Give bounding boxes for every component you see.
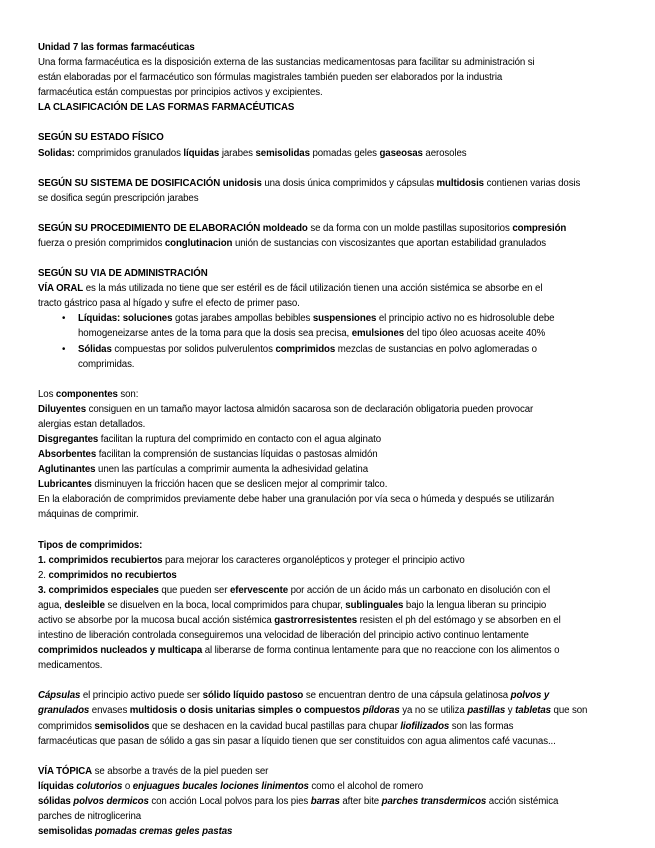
- capsulas-line-2: granulados envases multidosis o dosis unitarias simples o compuestos píldoras ya no se utiliza pastillas y tabletas que son: [38, 705, 588, 717]
- term-suspensiones: suspensiones: [312, 313, 377, 325]
- bullet-icon: •: [62, 343, 66, 355]
- bullet-icon: •: [62, 313, 66, 325]
- term-liquidas-topica: líquidas: [38, 780, 74, 792]
- term-soluciones: soluciones: [122, 313, 173, 325]
- term-no-recubiertos: comprimidos no recubiertos: [48, 569, 177, 581]
- term-solido-liquido-pastoso: sólido líquido pastoso: [202, 690, 304, 702]
- term-granulados: granulados: [38, 705, 90, 717]
- list-item-liquidas: • Líquidas: soluciones gotas jarabes ampollas bebibles suspensiones el principio activo no es hidrosoluble debe homogeneizarse antes de la toma para que la dosis sea precisa, emulsiones del tipo óleo acuosas aceite 40%: [62, 313, 555, 340]
- term-gaseosas: gaseosas: [379, 147, 423, 159]
- via-oral-line-2: tracto gástrico pasa al hígado y sufre el efecto de primer paso.: [38, 298, 300, 310]
- term-polvos-dermicos: polvos dermicos: [73, 795, 149, 807]
- term-capsulas: Cápsulas: [38, 690, 81, 702]
- intro-line-2: están elaboradas por el farmacéutico son fórmulas magistrales también pueden ser elaborados por la industria: [38, 72, 503, 84]
- topica-line-4: parches de nitroglicerina: [38, 811, 142, 823]
- term-emulsiones: emulsiones: [351, 328, 405, 340]
- term-semisolidos: semisolidos: [94, 720, 150, 732]
- topica-line-3: sólidas polvos dermicos con acción Local polvos para los pies barras after bite parches transdermicos acción sistémica: [38, 795, 559, 807]
- componentes-intro: Los componentes son:: [38, 388, 139, 400]
- term-gastrorresistentes: gastrorresistentes: [274, 615, 358, 626]
- diluyentes-line-2: alergias estan detallados.: [38, 418, 146, 430]
- oral-forms-list: [38, 311, 620, 371]
- term-polvos-y: polvos y: [510, 690, 550, 702]
- dosificacion-line-2: se dosifica según prescripción jarabes: [38, 192, 199, 204]
- tipo-3-line-4: intestino de liberación controlada conseguiremos una velocidad de liberación del principio activo continuo lentamente: [38, 630, 529, 642]
- term-multidosis-unitarias: multidosis o dosis unitarias simples o compuestos: [129, 705, 361, 717]
- topica-line-1: VÍA TÓPICA se absorbe a través de la piel pueden ser: [38, 765, 269, 777]
- intro-line-1: Una forma farmacéutica es la disposición externa de las sustancias medicamentosas para facilitar su administración si: [38, 57, 535, 69]
- tipo-3-line-1: 3. comprimidos especiales que pueden ser efervescente por acción de un ácido más un carbonato en disolución con el: [38, 584, 551, 596]
- term-pildoras: píldoras: [362, 705, 400, 717]
- term-absorbentes: Absorbentes: [38, 449, 97, 461]
- via-oral-line-1: VÍA ORAL es la más utilizada no tiene que ser estéril es de fácil utilización tienen una acción sistémica se absorbe en el: [38, 283, 543, 295]
- procedimiento-line-1: SEGÚN SU PROCEDIMIENTO DE ELABORACIÓN moldeado se da forma con un molde pastillas supositorios compresión: [38, 222, 567, 234]
- tipo-3-line-5: comprimidos nucleados y multicapa al liberarse de forma continua lentamente para que no reaccione con los alimentos o: [38, 645, 560, 657]
- tipo-1-line: 1. comprimidos recubiertos para mejorar los caracteres organolépticos y proteger el principio activo: [38, 554, 465, 566]
- term-barras: barras: [310, 795, 340, 807]
- term-via-topica: VÍA TÓPICA: [38, 765, 93, 777]
- tipo-3-line-2: agua, desleible se disuelven en la boca, local comprimidos para chupar, sublinguales bajo la lengua liberan su principio: [38, 599, 547, 611]
- dosificacion-heading: SEGÚN SU SISTEMA DE DOSIFICACIÓN: [38, 177, 221, 189]
- term-especiales: 3. comprimidos especiales: [38, 584, 159, 596]
- list-item-solidas: • Sólidas compuestas por solidos pulverulentos comprimidos mezclas de sustancias en polvo aglomeradas o comprimidas.: [62, 343, 537, 370]
- term-comprimidos: comprimidos: [275, 343, 336, 355]
- term-solidas: Solidas:: [38, 147, 75, 159]
- term-aglutinantes: Aglutinantes: [38, 464, 96, 476]
- term-pomadas-cremas: pomadas cremas geles pastas: [94, 826, 233, 838]
- tipo-2-line: 2. comprimidos no recubiertos: [38, 569, 177, 581]
- term-efervescente: efervescente: [229, 584, 288, 596]
- capsulas-line-3: comprimidos semisolidos que se deshacen en la cavidad bucal pastillas para chupar liofilizados son las formas: [38, 720, 514, 732]
- elaboracion-line-2: máquinas de comprimir.: [38, 509, 139, 521]
- term-liofilizados: liofilizados: [400, 720, 450, 732]
- disgregantes-line: Disgregantes facilitan la ruptura del comprimido en contacto con el agua alginato: [38, 433, 382, 445]
- tipo-3-line-3: activo se absorbe por la mucosa bucal acción sistémica gastrorresistentes resisten el ph del estómago y se absorben en el: [38, 615, 561, 626]
- term-lubricantes: Lubricantes: [38, 479, 92, 491]
- term-semisolidas-topica: semisolidas: [38, 826, 93, 838]
- term-desleible: desleible: [64, 599, 105, 611]
- tipos-heading: Tipos de comprimidos:: [38, 539, 143, 551]
- elaboracion-line-1: En la elaboración de comprimidos previamente debe haber una granulación por vía seca o húmeda y después se utilizarán: [38, 494, 555, 506]
- dosificacion-line-1: SEGÚN SU SISTEMA DE DOSIFICACIÓN unidosis una dosis única comprimidos y cápsulas multidosis contienen varias dosis: [38, 177, 581, 189]
- diluyentes-line-1: Diluyentes consiguen en un tamaño mayor lactosa almidón sacarosa son de declaración obligatoria pueden provocar: [38, 403, 534, 415]
- lubricantes-line: Lubricantes disminuyen la fricción hacen que se deslicen mejor al comprimir talco.: [38, 479, 388, 491]
- topica-line-2: líquidas colutorios o enjuagues bucales lociones linimentos como el alcohol de romero: [38, 780, 424, 792]
- term-semisolidas: semisolidas: [255, 147, 310, 159]
- term-solidas-topica: sólidas: [38, 795, 71, 807]
- term-nucleados-multicapa: comprimidos nucleados y multicapa: [38, 645, 203, 657]
- absorbentes-line: Absorbentes facilitan la comprensión de sustancias líquidas o pastosas almidón: [38, 449, 378, 461]
- term-sublinguales: sublinguales: [345, 599, 404, 611]
- estado-fisico-heading: SEGÚN SU ESTADO FÍSICO: [38, 132, 164, 144]
- term-diluyentes: Diluyentes: [38, 403, 86, 415]
- capsulas-line-1: Cápsulas el principio activo puede ser sólido líquido pastoso se encuentran dentro de una cápsula gelatinosa polvos y: [38, 690, 550, 702]
- term-via-oral: VÍA ORAL: [38, 283, 84, 295]
- term-parches-transdermicos: parches transdermicos: [381, 795, 487, 807]
- term-disgregantes: Disgregantes: [38, 433, 99, 445]
- term-enjuagues: enjuagues bucales lociones linimentos: [132, 780, 309, 792]
- term-tabletas: tabletas: [515, 705, 551, 717]
- term-conglutinacion: conglutinacion: [164, 237, 233, 249]
- document-title: Unidad 7 las formas farmacéuticas: [38, 42, 195, 53]
- term-pastillas: pastillas: [467, 705, 506, 717]
- intro-line-3: farmacéutica están compuestas por principios activos y excipientes.: [38, 87, 323, 99]
- capsulas-line-4: farmacéuticas que pasan de sólido a gas sin pasar a líquido tienen que ser constituidos con agua alimentos café vacunas...: [38, 735, 556, 747]
- tipo-3-line-6: medicamentos.: [38, 660, 103, 672]
- procedimiento-heading: SEGÚN SU PROCEDIMIENTO DE ELABORACIÓN: [38, 222, 261, 234]
- classification-heading: LA CLASIFICACIÓN DE LAS FORMAS FARMACÉUTICAS: [38, 102, 295, 114]
- term-recubiertos: 1. comprimidos recubiertos: [38, 554, 163, 566]
- term-liquidas: líquidas: [183, 147, 220, 159]
- topica-line-5: [38, 824, 620, 839]
- term-componentes: componentes: [55, 388, 118, 400]
- document-page: [38, 40, 620, 839]
- term-multidosis: multidosis: [436, 177, 484, 189]
- estado-fisico-line: Solidas: comprimidos granulados líquidas jarabes semisolidas pomadas geles gaseosas aerosoles: [38, 147, 467, 159]
- term-compresion: compresión: [512, 222, 567, 234]
- aglutinantes-line: Aglutinantes unen las partículas a comprimir aumenta la adhesividad gelatina: [38, 464, 369, 476]
- procedimiento-line-2: fuerza o presión comprimidos conglutinacion unión de sustancias con viscosizantes que aportan estabilidad granulados: [38, 237, 547, 249]
- term-colutorios: colutorios: [76, 780, 123, 792]
- term-moldeado: moldeado: [262, 222, 308, 234]
- via-heading: SEGÚN SU VIA DE ADMINISTRACIÓN: [38, 268, 208, 280]
- term-unidosis: unidosis: [222, 177, 262, 189]
